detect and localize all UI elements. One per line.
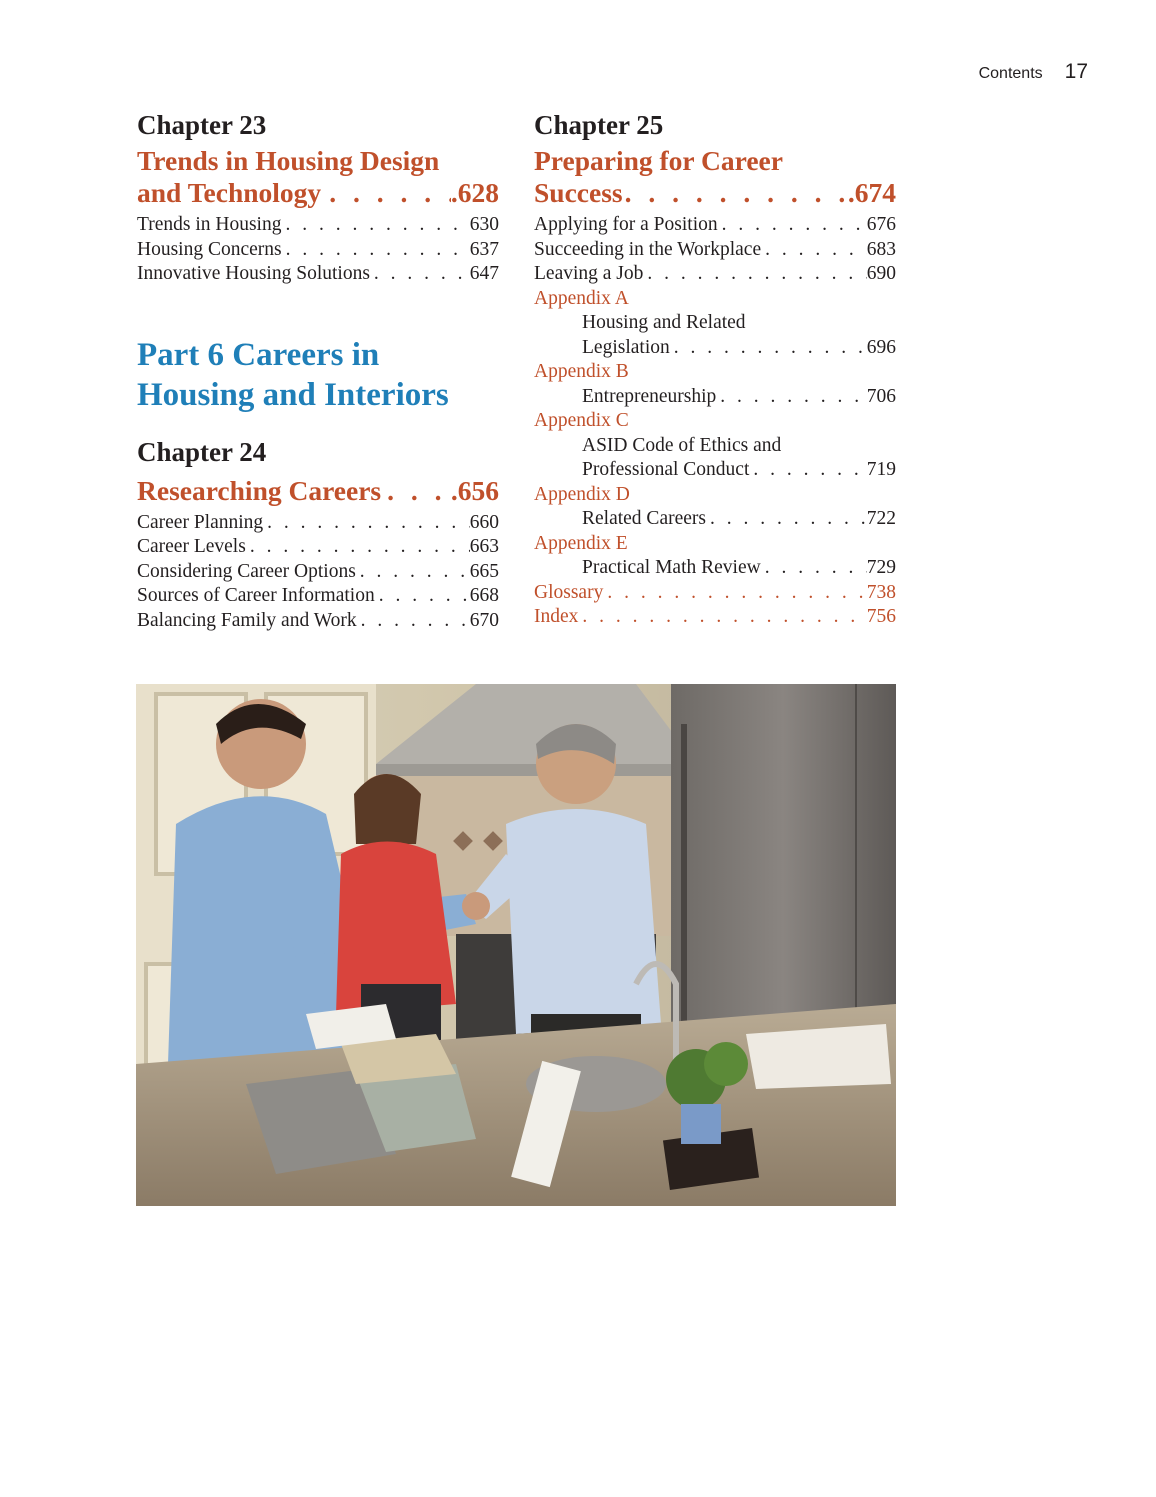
section-list [534,213,896,287]
part-6-heading[interactable] [137,335,499,415]
section-list [137,213,499,287]
chapter-label: Chapter 25 [534,110,664,140]
toc-entry[interactable]: Housing Concerns . . . 637 [137,238,499,263]
toc-entry[interactable]: Professional Conduct . . . 719 [534,458,896,483]
chapter-title-line: and Technology [137,177,322,208]
kitchen-handshake-photo [136,684,896,1206]
toc-entry[interactable]: Considering Career Options . . . 665 [137,560,499,585]
appendix-title-line: ASID Code of Ethics and [582,434,782,456]
chapter-title[interactable] [534,145,896,209]
page-number: 17 [1064,60,1088,83]
glossary-entry[interactable]: Glossary . . . 738 [534,581,896,606]
toc-entry[interactable]: Balancing Family and Work . . . 670 [137,609,499,634]
right-column [534,108,896,630]
chapter-title-line: Preparing for Career [534,145,783,176]
appendix-title-line: Housing and Related [582,312,746,333]
chapter-23 [137,108,499,287]
appendix-e[interactable] [534,532,896,581]
index-entry[interactable]: Index . . . 756 [534,605,896,630]
chapter-title-line: Trends in Housing Design [137,145,440,176]
chapter-title-line: Success [534,177,623,208]
toc-entry[interactable]: Practical Math Review . . . 729 [534,556,896,581]
appendix-d[interactable] [534,483,896,532]
chapter-title-line: Researching Careers [137,474,382,506]
header-label: Contents [978,65,1043,82]
leader-dots [623,177,848,209]
toc-entry[interactable]: Succeeding in the Workplace . . . 683 [534,238,896,263]
appendix-b[interactable] [534,360,896,409]
toc-entry[interactable]: Innovative Housing Solutions . . . 647 [137,262,499,287]
appendix-label: Appendix E [534,532,628,554]
appendix-c[interactable] [534,409,896,483]
leader-dots [321,177,451,209]
appendix-label: Appendix B [534,361,629,382]
leader-dots [381,475,451,507]
left-column [137,108,499,633]
appendix-label: Appendix D [534,483,630,505]
section-list [137,511,499,634]
part-heading-line: Part 6 Careers in [137,336,380,373]
chapter-label: Chapter 24 [137,436,267,467]
chapter-page: .656 [450,474,499,506]
part-heading-line: Housing and Interiors [137,376,449,413]
appendix-label: Appendix A [534,287,629,309]
toc-entry[interactable]: Career Planning . . . 660 [137,511,499,536]
toc-entry[interactable]: Sources of Career Information . . . 668 [137,584,499,609]
chapter-page: .628 [450,177,499,208]
toc-entry[interactable]: Leaving a Job . . . 690 [534,262,896,287]
chapter-title[interactable] [137,475,499,507]
chapter-page: .674 [847,177,896,208]
running-header [979,60,1088,84]
chapter-label: Chapter 23 [137,110,267,140]
toc-entry[interactable]: Career Levels . . . 663 [137,535,499,560]
toc-entry[interactable]: Legislation . . . 696 [534,336,896,361]
toc-entry[interactable]: Related Careers . . . 722 [534,507,896,532]
toc-entry[interactable]: Trends in Housing . . . 630 [137,213,499,238]
appendix-label: Appendix C [534,410,629,431]
toc-entry[interactable]: Applying for a Position . . . 676 [534,213,896,238]
toc-entry[interactable]: Entrepreneurship . . . 706 [534,385,896,410]
chapter-title[interactable] [137,145,499,209]
appendix-a[interactable] [534,287,896,361]
chapter-24 [137,435,499,634]
